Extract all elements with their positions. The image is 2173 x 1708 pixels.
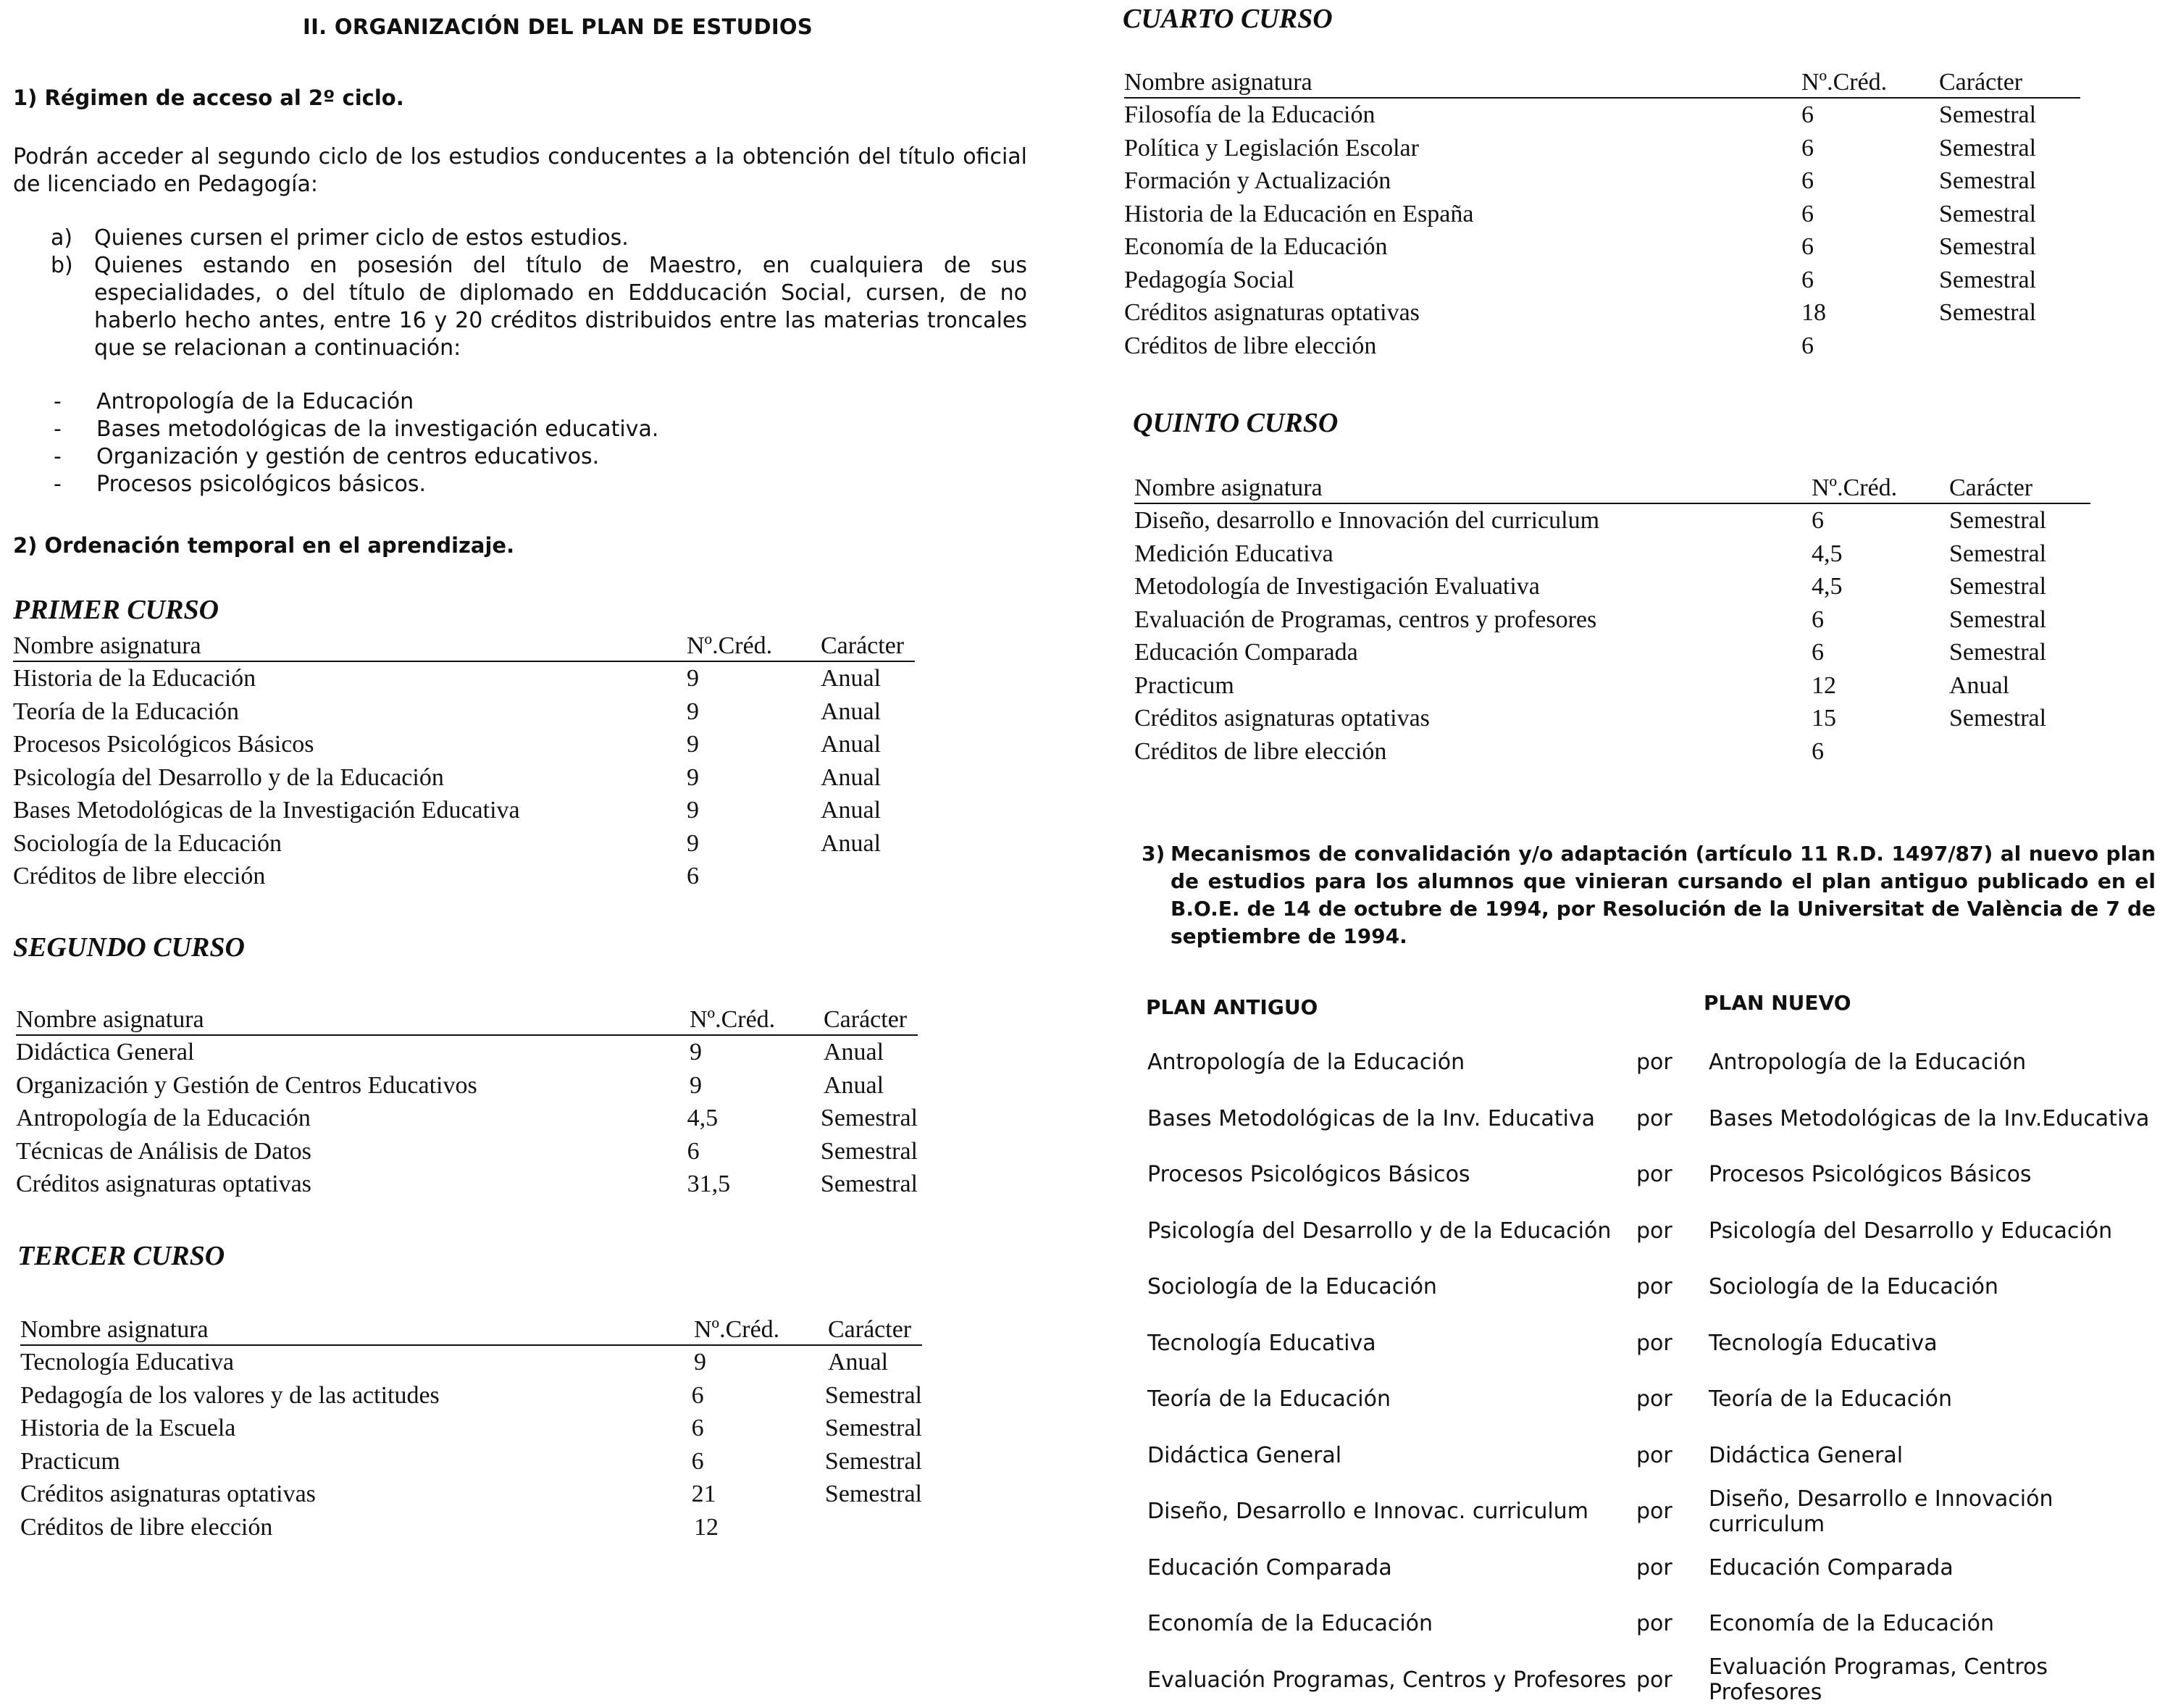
condition-text: Quienes estando en posesión del título de Maestro, en cualquiera de sus especialidades, o del título de diplomado en Eddducación Social, cursen, de no haberlo hecho antes, entre 16 y 20 créditos distribuidos entre las materias troncales que se relacionan a continuación:: [94, 252, 1027, 362]
new-plan-subject: Procesos Psicológicos Básicos: [1709, 1162, 2161, 1187]
cell-type: Anual: [824, 1069, 918, 1102]
cell-credits: 6: [1801, 264, 1939, 297]
cell-type: Semestral: [825, 1412, 922, 1445]
cell-name: Créditos de libre elección: [1134, 735, 1812, 769]
table-body: [20, 1346, 922, 1544]
cell-name: Filosofía de la Educación: [1124, 99, 1801, 132]
cell-credits: 6: [692, 1412, 825, 1445]
cell-type: [1939, 330, 2080, 363]
cell-credits: 4,5: [1812, 570, 1949, 603]
cell-name: Diseño, desarrollo e Innovación del curriculum: [1134, 504, 1812, 537]
old-plan-subject: Tecnología Educativa: [1147, 1331, 1636, 1356]
cell-type: Semestral: [825, 1478, 922, 1511]
cell-type: Semestral: [1949, 603, 2090, 637]
convalidation-row: [1147, 1428, 2161, 1484]
cell-type: Semestral: [821, 1102, 918, 1135]
cell-name: Metodología de Investigación Evaluativa: [1134, 570, 1812, 603]
table-row: [20, 1511, 922, 1544]
table-row: [1134, 735, 2090, 769]
list-item-text: Procesos psicológicos básicos.: [96, 471, 426, 498]
cell-credits: 6: [1801, 99, 1939, 132]
course-title-primer: PRIMER CURSO: [13, 594, 219, 626]
cell-credits: 12: [694, 1511, 828, 1544]
table-header: [13, 632, 915, 662]
convalidation-row: [1147, 1315, 2161, 1372]
connector-por: por: [1636, 1274, 1709, 1299]
cell-type: Semestral: [1949, 570, 2090, 603]
table-body: [13, 662, 915, 893]
cell-name: Créditos asignaturas optativas: [1134, 702, 1812, 735]
cell-name: Créditos asignaturas optativas: [1124, 296, 1801, 330]
table-row: [1124, 164, 2080, 198]
course-table-segundo: [16, 1005, 918, 1201]
new-plan-subject: Bases Metodológicas de la Inv.Educativa: [1709, 1106, 2161, 1131]
convalidation-row: [1147, 1371, 2161, 1428]
header-type: Carácter: [1939, 68, 2080, 97]
cell-type: Semestral: [825, 1379, 922, 1412]
convalidation-rows: [1147, 1034, 2161, 1708]
table-row: [20, 1346, 922, 1379]
section-1-heading: 1) Régimen de acceso al 2º ciclo.: [13, 85, 404, 110]
table-row: [16, 1036, 918, 1069]
course-table-tercer: [20, 1315, 922, 1544]
cell-credits: 6: [1812, 735, 1949, 769]
header-credits: Nº.Créd.: [1801, 68, 1939, 97]
header-credits: Nº.Créd.: [1812, 474, 1949, 503]
connector-por: por: [1636, 1386, 1709, 1412]
table-row: [1124, 296, 2080, 330]
header-type: Carácter: [828, 1315, 922, 1344]
cell-credits: 6: [1812, 603, 1949, 637]
list-dash: -: [13, 388, 96, 416]
table-row: [13, 695, 915, 729]
cell-type: Semestral: [1939, 296, 2080, 330]
convalidation-table: [1147, 1034, 2161, 1708]
course-title-tercer: TERCER CURSO: [17, 1240, 225, 1272]
cell-credits: 4,5: [1812, 537, 1949, 571]
old-plan-subject: Evaluación Programas, Centros y Profesores: [1147, 1667, 1636, 1693]
cell-name: Psicología del Desarrollo y de la Educación: [13, 761, 687, 795]
cell-type: Semestral: [825, 1445, 922, 1478]
condition-letter: a): [13, 225, 94, 252]
table-header: [20, 1315, 922, 1346]
cell-name: Formación y Actualización: [1124, 164, 1801, 198]
section-3-number: 3): [1142, 840, 1171, 950]
table-row: [13, 728, 915, 761]
table-body: [16, 1036, 918, 1201]
cell-credits: 31,5: [687, 1168, 821, 1201]
section-2-heading: 2) Ordenación temporal en el aprendizaje.: [13, 533, 514, 558]
section-3-text: Mecanismos de convalidación y/o adaptación (artículo 11 R.D. 1497/87) al nuevo plan de estudios para los alumnos que vinieran cursando el plan antiguo publicado en el B.O.E. de 14 de octubre de 1994, por Resolución de la Universitat de València de 7 de septiembre de 1994.: [1171, 840, 2156, 950]
convalidation-row: [1147, 1147, 2161, 1203]
cell-name: Técnicas de Análisis de Datos: [16, 1135, 687, 1168]
cell-name: Procesos Psicológicos Básicos: [13, 728, 687, 761]
cell-type: Semestral: [1939, 198, 2080, 231]
convalidation-row: [1147, 1034, 2161, 1091]
cell-credits: 6: [1801, 132, 1939, 165]
cell-name: Créditos de libre elección: [13, 860, 687, 893]
cell-type: [1949, 735, 2090, 769]
course-table-quinto: [1134, 474, 2090, 768]
cell-credits: 4,5: [687, 1102, 821, 1135]
cell-type: Semestral: [821, 1168, 918, 1201]
cell-credits: 9: [687, 827, 821, 861]
table-row: [1124, 99, 2080, 132]
cell-name: Política y Legislación Escolar: [1124, 132, 1801, 165]
cell-credits: 9: [687, 761, 821, 795]
table-row: [1134, 702, 2090, 735]
course-title-segundo: SEGUNDO CURSO: [13, 932, 245, 963]
old-plan-subject: Sociología de la Educación: [1147, 1274, 1636, 1299]
cell-credits: 6: [687, 860, 821, 893]
table-row: [16, 1069, 918, 1102]
table-row: [1134, 570, 2090, 603]
header-name: Nombre asignatura: [1124, 68, 1801, 97]
cell-type: Anual: [828, 1346, 922, 1379]
cell-credits: 6: [687, 1135, 821, 1168]
course-title-cuarto: CUARTO CURSO: [1123, 3, 1333, 35]
cell-type: Anual: [821, 728, 915, 761]
convalidation-row: [1147, 1483, 2161, 1540]
table-row: [20, 1412, 922, 1445]
header-name: Nombre asignatura: [20, 1315, 694, 1344]
troncal-subjects-list: [13, 388, 1027, 498]
old-plan-subject: Procesos Psicológicos Básicos: [1147, 1162, 1636, 1187]
course-table-primer: [13, 632, 915, 893]
convalidation-row: [1147, 1091, 2161, 1147]
old-plan-subject: Psicología del Desarrollo y de la Educación: [1147, 1218, 1636, 1244]
cell-type: Anual: [824, 1036, 918, 1069]
connector-por: por: [1636, 1331, 1709, 1356]
old-plan-subject: Diseño, Desarrollo e Innovac. curriculum: [1147, 1499, 1636, 1524]
list-dash: -: [13, 416, 96, 443]
table-row: [20, 1445, 922, 1478]
table-row: [13, 860, 915, 893]
condition-letter: b): [13, 252, 94, 362]
table-row: [20, 1379, 922, 1412]
connector-por: por: [1636, 1499, 1709, 1524]
new-plan-subject: Diseño, Desarrollo e Innovación curriculum: [1709, 1486, 2161, 1537]
cell-credits: 9: [694, 1346, 828, 1379]
new-plan-subject: Economía de la Educación: [1709, 1611, 2161, 1636]
cell-type: Semestral: [1939, 264, 2080, 297]
cell-name: Didáctica General: [16, 1036, 690, 1069]
section-1-intro: Podrán acceder al segundo ciclo de los estudios conducentes a la obtención del título oficial de licenciado en Pedagogía:: [13, 143, 1027, 198]
table-row: [20, 1478, 922, 1511]
cell-type: Semestral: [1949, 537, 2090, 571]
header-credits: Nº.Créd.: [694, 1315, 828, 1344]
connector-por: por: [1636, 1555, 1709, 1581]
cell-type: Semestral: [1949, 702, 2090, 735]
new-plan-heading: PLAN NUEVO: [1704, 991, 1851, 1015]
header-credits: Nº.Créd.: [690, 1005, 824, 1034]
new-plan-subject: Didáctica General: [1709, 1443, 2161, 1468]
table-row: [1124, 198, 2080, 231]
connector-por: por: [1636, 1106, 1709, 1131]
cell-type: [821, 860, 915, 893]
list-dash: -: [13, 471, 96, 498]
cell-name: Créditos de libre elección: [1124, 330, 1801, 363]
cell-type: Semestral: [821, 1135, 918, 1168]
access-conditions: [13, 225, 1027, 362]
document-title: II. ORGANIZACIÓN DEL PLAN DE ESTUDIOS: [303, 14, 813, 39]
table-row: [1124, 132, 2080, 165]
cell-name: Evaluación de Programas, centros y profesores: [1134, 603, 1812, 637]
table-row: [13, 794, 915, 827]
table-row: [1134, 603, 2090, 637]
cell-name: Historia de la Educación: [13, 662, 687, 695]
old-plan-subject: Bases Metodológicas de la Inv. Educativa: [1147, 1106, 1636, 1131]
cell-credits: 6: [1801, 330, 1939, 363]
cell-credits: 6: [1801, 164, 1939, 198]
old-plan-subject: Antropología de la Educación: [1147, 1050, 1636, 1075]
table-row: [16, 1135, 918, 1168]
cell-credits: 6: [1801, 198, 1939, 231]
header-name: Nombre asignatura: [1134, 474, 1812, 503]
list-item: [13, 416, 1027, 443]
table-header: [1134, 474, 2090, 504]
old-plan-subject: Educación Comparada: [1147, 1555, 1636, 1581]
condition-text: Quienes cursen el primer ciclo de estos estudios.: [94, 225, 1027, 252]
cell-type: Anual: [821, 827, 915, 861]
cell-name: Pedagogía de los valores y de las actitudes: [20, 1379, 692, 1412]
cell-type: Semestral: [1949, 636, 2090, 669]
old-plan-heading: PLAN ANTIGUO: [1146, 995, 1318, 1019]
cell-type: Semestral: [1939, 164, 2080, 198]
table-body: [1134, 504, 2090, 768]
cell-credits: 6: [1812, 504, 1949, 537]
list-item: [13, 471, 1027, 498]
header-name: Nombre asignatura: [16, 1005, 690, 1034]
new-plan-subject: Teoría de la Educación: [1709, 1386, 2161, 1412]
cell-credits: 6: [1812, 636, 1949, 669]
course-title-quinto: QUINTO CURSO: [1133, 407, 1338, 439]
list-item-text: Antropología de la Educación: [96, 388, 414, 416]
cell-credits: 9: [687, 728, 821, 761]
cell-name: Créditos asignaturas optativas: [16, 1168, 687, 1201]
cell-name: Practicum: [20, 1445, 692, 1478]
convalidation-row: [1147, 1259, 2161, 1315]
table-row: [13, 662, 915, 695]
old-plan-subject: Didáctica General: [1147, 1443, 1636, 1468]
old-plan-subject: Economía de la Educación: [1147, 1611, 1636, 1636]
cell-credits: 21: [692, 1478, 825, 1511]
list-item-text: Organización y gestión de centros educativos.: [96, 443, 599, 471]
table-row: [1134, 636, 2090, 669]
table-row: [13, 827, 915, 861]
cell-name: Pedagogía Social: [1124, 264, 1801, 297]
cell-name: Organización y Gestión de Centros Educativos: [16, 1069, 690, 1102]
new-plan-subject: Educación Comparada: [1709, 1555, 2161, 1581]
cell-type: Semestral: [1939, 230, 2080, 264]
condition-a: [13, 225, 1027, 252]
cell-name: Medición Educativa: [1134, 537, 1812, 571]
header-type: Carácter: [824, 1005, 918, 1034]
cell-credits: 6: [1801, 230, 1939, 264]
cell-credits: 9: [687, 662, 821, 695]
new-plan-subject: Psicología del Desarrollo y Educación: [1709, 1218, 2161, 1244]
table-row: [13, 761, 915, 795]
convalidation-row: [1147, 1203, 2161, 1260]
table-row: [1124, 330, 2080, 363]
connector-por: por: [1636, 1443, 1709, 1468]
convalidation-row: [1147, 1540, 2161, 1596]
cell-name: Sociología de la Educación: [13, 827, 687, 861]
cell-type: [828, 1511, 922, 1544]
cell-type: Semestral: [1949, 504, 2090, 537]
new-plan-subject: Antropología de la Educación: [1709, 1050, 2161, 1075]
cell-type: Anual: [821, 662, 915, 695]
list-item: [13, 443, 1027, 471]
table-row: [1124, 264, 2080, 297]
list-dash: -: [13, 443, 96, 471]
cell-type: Anual: [821, 794, 915, 827]
cell-credits: 15: [1812, 702, 1949, 735]
cell-credits: 9: [687, 695, 821, 729]
new-plan-subject: Tecnología Educativa: [1709, 1331, 2161, 1356]
cell-credits: 6: [692, 1379, 825, 1412]
course-table-cuarto: [1124, 68, 2080, 362]
table-row: [1124, 230, 2080, 264]
convalidation-row: [1147, 1596, 2161, 1652]
cell-name: Créditos de libre elección: [20, 1511, 694, 1544]
cell-type: Anual: [821, 695, 915, 729]
header-type: Carácter: [821, 632, 915, 661]
cell-name: Teoría de la Educación: [13, 695, 687, 729]
cell-name: Créditos asignaturas optativas: [20, 1478, 692, 1511]
cell-name: Historia de la Educación en España: [1124, 198, 1801, 231]
table-header: [16, 1005, 918, 1036]
cell-credits: 9: [690, 1036, 824, 1069]
table-row: [16, 1168, 918, 1201]
cell-name: Economía de la Educación: [1124, 230, 1801, 264]
table-row: [16, 1102, 918, 1135]
connector-por: por: [1636, 1050, 1709, 1075]
cell-name: Historia de la Escuela: [20, 1412, 692, 1445]
condition-b: [13, 252, 1027, 362]
cell-credits: 18: [1801, 296, 1939, 330]
cell-type: Semestral: [1939, 132, 2080, 165]
table-row: [1134, 537, 2090, 571]
connector-por: por: [1636, 1218, 1709, 1244]
table-row: [1134, 504, 2090, 537]
cell-type: Anual: [1949, 669, 2090, 703]
convalidation-row: [1147, 1652, 2161, 1708]
cell-name: Practicum: [1134, 669, 1812, 703]
table-header: [1124, 68, 2080, 99]
new-plan-subject: Sociología de la Educación: [1709, 1274, 2161, 1299]
cell-credits: 9: [690, 1069, 824, 1102]
connector-por: por: [1636, 1611, 1709, 1636]
cell-credits: 12: [1812, 669, 1949, 703]
cell-credits: 9: [687, 794, 821, 827]
cell-type: Anual: [821, 761, 915, 795]
section-3-heading: [1142, 840, 2156, 950]
connector-por: por: [1636, 1667, 1709, 1693]
connector-por: por: [1636, 1162, 1709, 1187]
header-name: Nombre asignatura: [13, 632, 687, 661]
cell-type: Semestral: [1939, 99, 2080, 132]
new-plan-subject: Evaluación Programas, Centros Profesores: [1709, 1654, 2161, 1705]
table-body: [1124, 99, 2080, 362]
table-row: [1134, 669, 2090, 703]
cell-name: Tecnología Educativa: [20, 1346, 694, 1379]
cell-name: Antropología de la Educación: [16, 1102, 687, 1135]
cell-credits: 6: [692, 1445, 825, 1478]
list-item-text: Bases metodológicas de la investigación educativa.: [96, 416, 658, 443]
header-credits: Nº.Créd.: [687, 632, 821, 661]
list-item: [13, 388, 1027, 416]
old-plan-subject: Teoría de la Educación: [1147, 1386, 1636, 1412]
header-type: Carácter: [1949, 474, 2090, 503]
cell-name: Bases Metodológicas de la Investigación Educativa: [13, 794, 687, 827]
cell-name: Educación Comparada: [1134, 636, 1812, 669]
